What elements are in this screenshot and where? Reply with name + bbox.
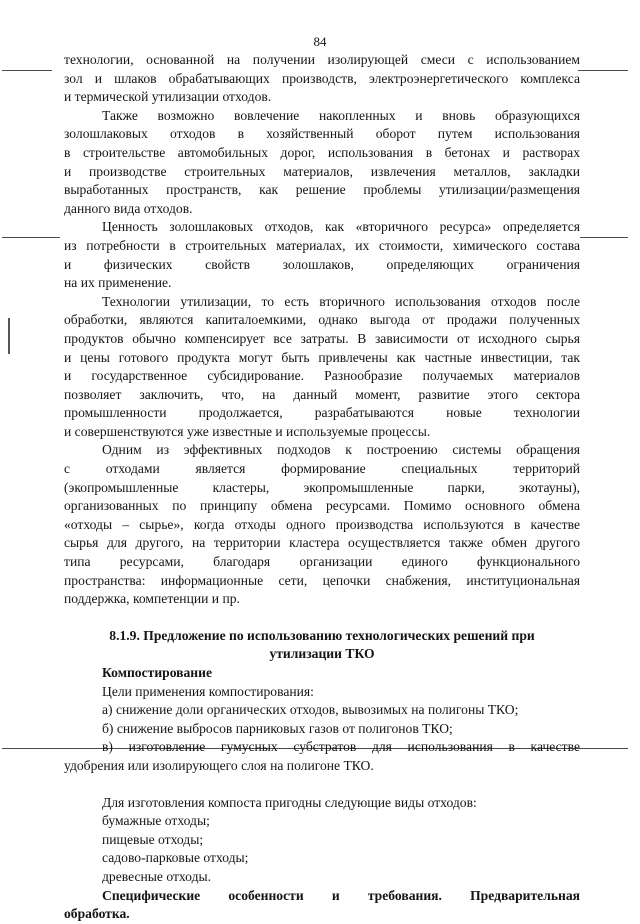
waste-type-item: древесные отходы. <box>102 868 212 884</box>
text-line: на их применение. <box>64 275 172 291</box>
specifics-heading <box>64 887 580 924</box>
text-line: и совершенствуются уже известные и используемые процессы. <box>64 423 431 439</box>
text-line: пространства: информационные сети, цепочки снабжения, институциональная <box>64 572 580 588</box>
scan-line <box>580 237 628 238</box>
text-line: удобрения или изолирующего слоя на полигоне ТКО. <box>64 757 374 773</box>
goal-item: б) снижение выбросов парниковых газов от полигонов ТКО; <box>102 720 453 736</box>
text-line: зол и шлаков обрабатывающих производств, электроэнергетического комплекса <box>64 70 580 86</box>
text-line: данного вида отходов. <box>64 200 193 216</box>
text-line: поддержка, компетенции и пр. <box>64 591 240 607</box>
text-line: обработки, являются капиталоемкими, однако выгода от продажи полученных <box>64 312 580 328</box>
suitable-waste-label: Для изготовления компоста пригодны следующие виды отходов: <box>102 794 477 810</box>
goals-label: Цели применения компостирования: <box>102 683 314 699</box>
text-line: «отходы – сырье», когда отходы одного производства используются в качестве <box>64 516 580 532</box>
section-heading <box>64 627 580 664</box>
page-number: 84 <box>313 34 327 49</box>
paragraph-technology <box>64 293 580 442</box>
text-line: типа ресурсами, благодаря организации единого функционального <box>64 554 580 570</box>
text-line: в) изготовление гумусных субстратов для использования в качестве <box>102 739 580 755</box>
text-line: и термической утилизации отходов. <box>64 89 272 105</box>
text-line: организованных по принципу обмена ресурсами. Помимо основного обмена <box>64 498 580 514</box>
scan-line <box>2 237 60 238</box>
text-line: позволяет заключить, что, на данный момент, развитие этого сектора <box>64 386 580 402</box>
page-body <box>64 51 580 924</box>
text-line: промышленности продолжается, разрабатываются новые технологии <box>64 405 580 421</box>
text-line: и физических свойств золошлаков, определяющих ограничения <box>64 256 580 272</box>
waste-type-item: садово-парковые отходы; <box>102 850 249 866</box>
waste-type-item: бумажные отходы; <box>102 813 210 829</box>
waste-type-item: пищевые отходы; <box>102 831 204 847</box>
text-line: и государственное субсидирование. Разнообразие получаемых материалов <box>64 368 580 384</box>
margin-mark <box>8 318 10 354</box>
intro-paragraph <box>64 51 580 107</box>
scan-line <box>2 70 52 71</box>
paragraph-value <box>64 218 580 292</box>
text-line: сырья для другого, на территории кластера осуществляется также обмен другого <box>64 535 580 551</box>
text-line: Одним из эффективных подходов к построению системы обращения <box>102 442 580 458</box>
paragraph-clusters <box>64 441 580 608</box>
text-line: в строительстве автомобильных дорог, использования в бетонах и растворах <box>64 144 580 160</box>
text-line: продуктов обычно компенсирует все затраты. В зависимости от исходного сырья <box>64 330 580 346</box>
text-line: Также возможно вовлечение накопленных и вновь образующихся <box>102 107 580 123</box>
text-line: обработка. <box>64 906 130 922</box>
text-line: выработанных пространств, как решение проблемы утилизации/размещения <box>64 182 580 198</box>
text-line: технологии, основанной на получении изолирующей смеси с использованием <box>64 52 580 67</box>
scan-line <box>578 70 628 71</box>
text-line: золошлаковых отходов в хозяйственный оборот путем использования <box>64 126 580 142</box>
paragraph-involvement <box>64 107 580 219</box>
goal-item <box>64 738 580 775</box>
text-line: и производстве строительных материалов, извлечения металлов, закладки <box>64 163 580 179</box>
heading-line: утилизации ТКО <box>269 646 375 662</box>
text-line: из потребности в строительных материалах, их стоимости, химического состава <box>64 237 580 253</box>
text-line: Ценность золошлаковых отходов, как «вторичного ресурса» определяется <box>102 219 580 235</box>
text-line: с отходами является формирование специальных территорий <box>64 461 580 477</box>
text-line: и цены готового продукта могут быть привлечены как частные инвестиции, так <box>64 349 580 365</box>
text-line: (экопромышленные кластеры, экопромышленные парки, экотауны), <box>64 479 580 495</box>
text-line: Специфические особенности и требования. Предварительная <box>102 887 580 903</box>
goal-item: а) снижение доли органических отходов, вывозимых на полигоны ТКО; <box>102 702 519 718</box>
spacer <box>64 776 580 794</box>
heading-line: 8.1.9. Предложение по использованию технологических решений при <box>109 627 535 643</box>
text-line: Технологии утилизации, то есть вторичного использования отходов после <box>102 293 580 309</box>
subsection-title: Компостирование <box>102 665 213 680</box>
